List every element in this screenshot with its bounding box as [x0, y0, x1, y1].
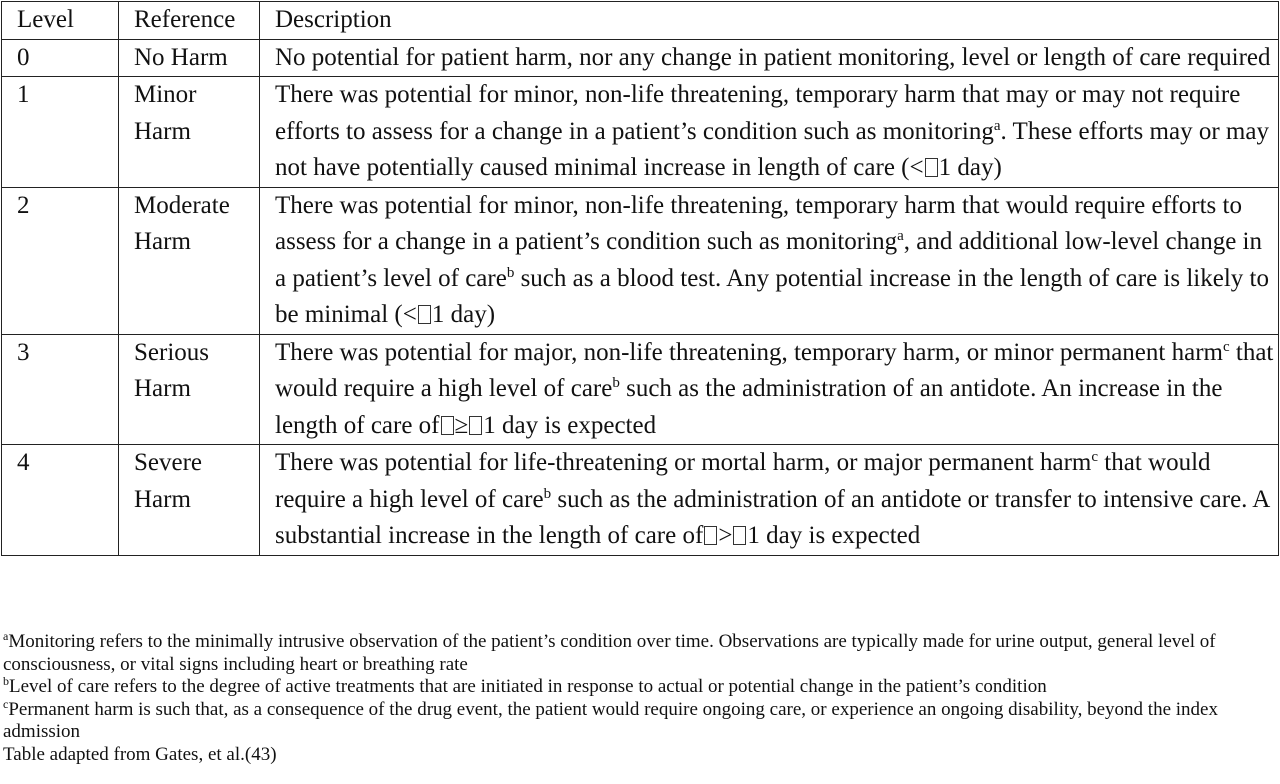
description-cell [260, 334, 1279, 445]
description-text: such as a blood test. Any potential increase in the length of care is likely to be minimal (< [275, 264, 1269, 328]
missing-glyph-box [418, 305, 431, 324]
reference-cell: Severe Harm [119, 445, 260, 556]
description-cell [260, 445, 1279, 556]
description-cell [260, 187, 1279, 334]
level-cell: 3 [2, 334, 119, 445]
footnote-mark: b [3, 674, 9, 688]
table-row [2, 334, 1279, 445]
level-cell: 0 [2, 39, 119, 77]
source-note: Table adapted from Gates, et al.(43) [3, 743, 277, 765]
footnote-ref-c: c [1222, 338, 1230, 355]
missing-glyph-box [925, 158, 938, 177]
table-row [2, 445, 1279, 556]
table-footnotes [3, 631, 1277, 766]
missing-glyph-box [704, 526, 717, 545]
missing-glyph-box [469, 416, 482, 435]
footnote [3, 696, 1277, 744]
table-row [2, 77, 1279, 188]
footnote-text: Monitoring refers to the minimally intrusive observation of the patient’s condition over time. Observations are typically made for urine output, general level of consciousness, or vital signs including heart or breathing rate [3, 631, 1216, 675]
header-description: Description [260, 2, 1279, 40]
description-text: 1 day is expected [483, 411, 657, 439]
footnote-ref-c: c [1091, 449, 1099, 465]
description-text: that would require a high level of care [275, 449, 1211, 513]
footnote [3, 676, 1277, 699]
reference-cell: Minor Harm [119, 77, 260, 188]
header-level: Level [2, 2, 119, 40]
description-text: No potential for patient harm, nor any change in patient monitoring, level or length of care required [275, 43, 1271, 71]
missing-glyph-box [733, 526, 746, 545]
header-reference: Reference [119, 2, 260, 40]
comparison-symbol: > [718, 522, 733, 549]
table-row [2, 39, 1279, 77]
footnote-text: Permanent harm is such that, as a consequence of the drug event, the patient would require ongoing care, or experience an ongoing disability, beyond the index admission [3, 698, 1218, 742]
reference-cell: No Harm [119, 39, 260, 77]
description-text: such as the administration of an antidote. An increase in the length of care of [275, 375, 1223, 439]
comparison-symbol: ≥ [454, 411, 469, 439]
description-text: , and additional low-level change in a patient’s level of care [275, 228, 1262, 292]
level-cell: 4 [2, 445, 119, 556]
description-text: such as the administration of an antidote or transfer to intensive care. A substantial increase in the length of care of [275, 485, 1269, 549]
level-cell: 1 [2, 77, 119, 188]
description-text: 1 day) [938, 154, 1002, 181]
description-text: 1 day is expected [747, 522, 921, 549]
level-cell: 2 [2, 187, 119, 334]
table-header-row [2, 2, 1279, 40]
footnote-ref-b: b [506, 264, 515, 281]
footnote-ref-a: a [993, 117, 1001, 134]
missing-glyph-box [441, 416, 454, 435]
description-cell [260, 39, 1279, 77]
description-text: There was potential for major, non-life threatening, temporary harm, or minor permanent harm [275, 338, 1223, 366]
footnote-ref-b: b [612, 375, 620, 391]
description-text: 1 day) [431, 301, 496, 328]
reference-cell: Moderate Harm [119, 187, 260, 334]
harm-levels-table [1, 1, 1279, 556]
description-text: that would require a high level of care [275, 338, 1274, 402]
table-row [2, 187, 1279, 334]
footnote-ref-b: b [543, 485, 552, 502]
footnote [3, 631, 1277, 676]
footnote-ref-a: a [897, 228, 904, 244]
description-cell [260, 77, 1279, 188]
footnote-mark: c [3, 696, 9, 711]
description-text: There was potential for life-threatening or mortal harm, or major permanent harm [275, 449, 1092, 476]
footnote-mark: a [3, 629, 9, 643]
description-text: There was potential for minor, non-life threatening, temporary harm that would require efforts to assess for a change in a patient’s condition such as monitoring [275, 191, 1242, 255]
footnote-text: Level of care refers to the degree of active treatments that are initiated in response to actual or potential change in the patient’s condition [9, 676, 1047, 697]
description-text: . These efforts may or may not have potentially caused minimal increase in length of care (< [275, 117, 1269, 181]
description-text: There was potential for minor, non-life threatening, temporary harm that may or may not require efforts to assess for a change in a patient’s condition such as monitoring [275, 81, 1241, 145]
reference-cell: Serious Harm [119, 334, 260, 445]
